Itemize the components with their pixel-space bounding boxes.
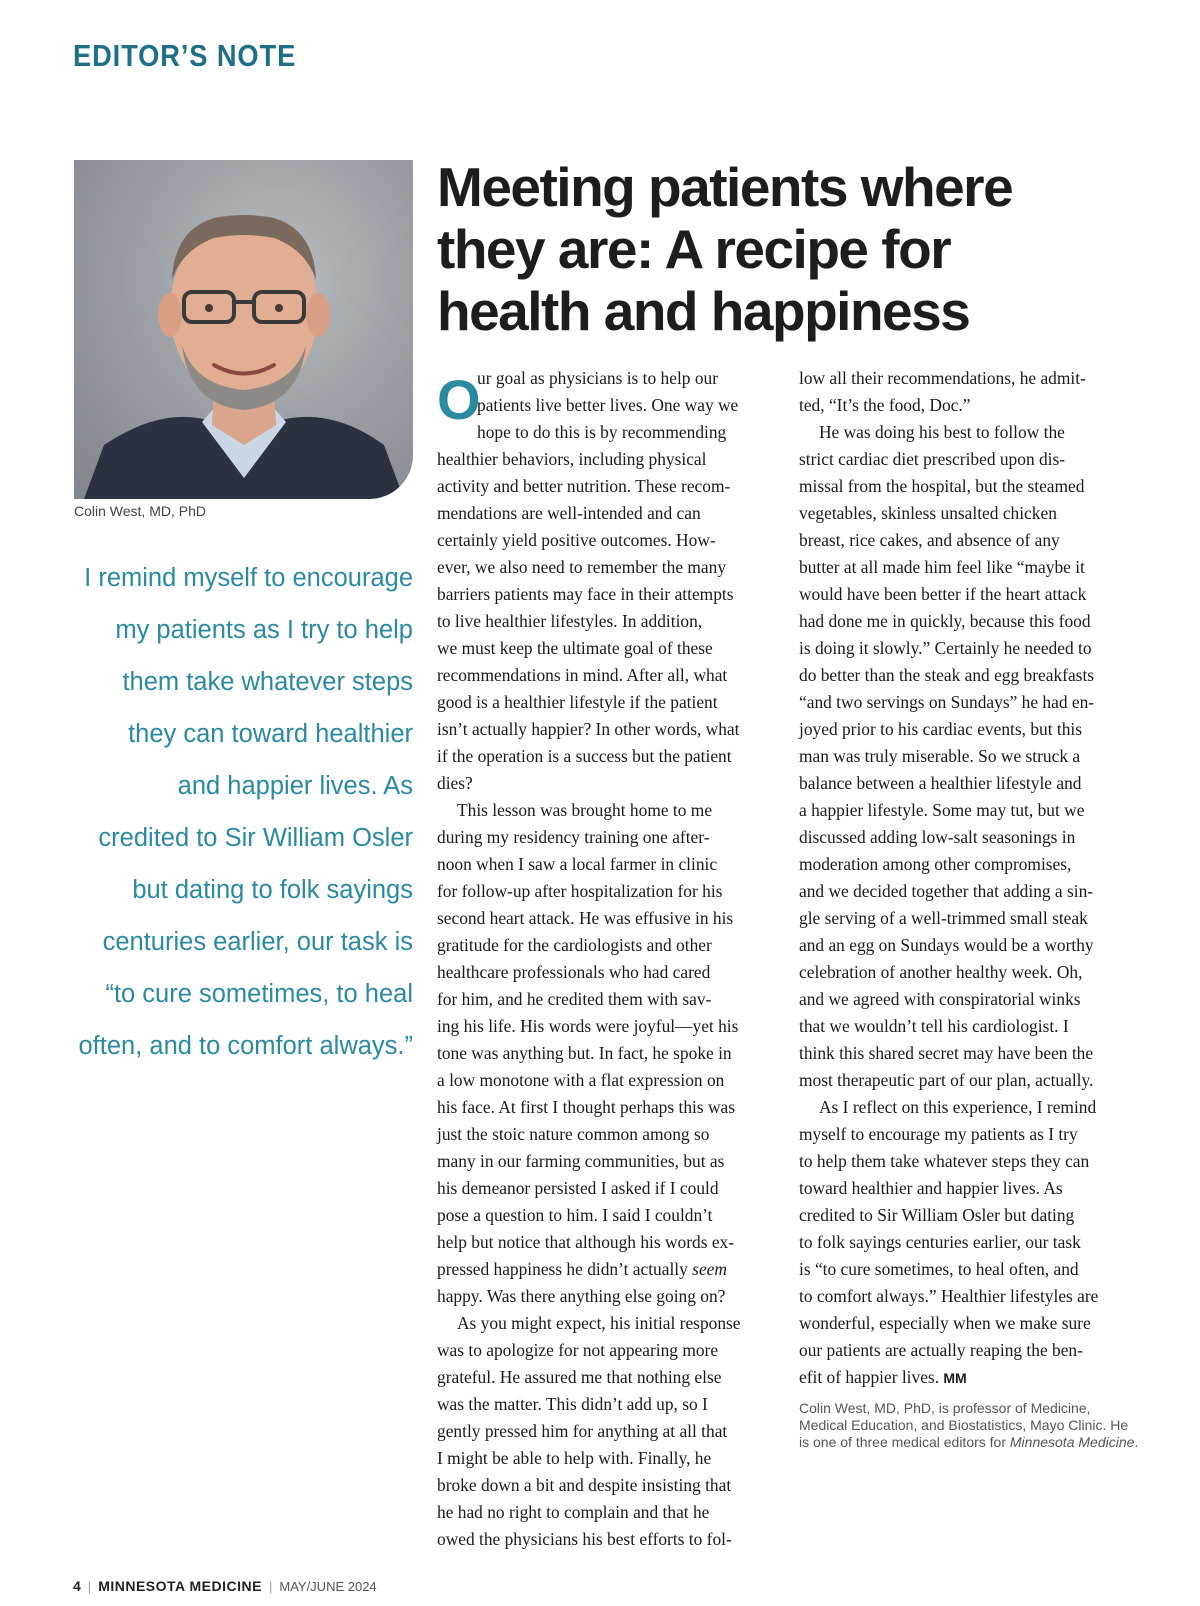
body-line: for him, and he credited them with sav- (437, 989, 712, 1009)
pull-quote-line: and happier lives. As (177, 772, 413, 800)
body-line: moderation among other compromises, (799, 854, 1072, 874)
page-footer (73, 1578, 377, 1594)
body-line: myself to encourage my patients as I try (799, 1124, 1078, 1144)
pull-quote-line: often, and to comfort always.” (78, 1032, 413, 1060)
body-line: most therapeutic part of our plan, actually. (799, 1070, 1094, 1090)
body-line: happy. Was there anything else going on? (437, 1286, 726, 1306)
pull-quote-line: my patients as I try to help (115, 616, 413, 644)
body-line: certainly yield positive outcomes. How- (437, 530, 716, 550)
photo-caption: Colin West, MD, PhD (74, 503, 206, 519)
body-line: and we agreed with conspiratorial winks (799, 989, 1081, 1009)
footer-divider: | (87, 1579, 92, 1594)
body-line: toward healthier and happier lives. As (799, 1178, 1063, 1198)
body-line: gle serving of a well-trimmed small steak (799, 908, 1088, 928)
body-line: to comfort always.” Healthier lifestyles are (799, 1286, 1099, 1306)
body-line: was the matter. This didn’t add up, so I (437, 1394, 708, 1414)
body-text: efit of happier lives. (799, 1367, 944, 1387)
body-line: butter at all made him feel like “maybe it (799, 557, 1085, 577)
body-line: gratitude for the cardiologists and other (437, 935, 712, 955)
body-line: patients live better lives. One way we (477, 395, 739, 415)
pull-quote-line: but dating to folk sayings (132, 876, 413, 904)
body-line: low all their recommendations, he admit- (799, 368, 1086, 388)
body-line: to folk sayings centuries earlier, our task (799, 1232, 1081, 1252)
drop-cap: O (437, 368, 481, 431)
body-line: discussed adding low-salt seasonings in (799, 827, 1076, 847)
body-line: As I reflect on this experience, I remind (819, 1097, 1097, 1117)
headline-line: health and happiness (437, 280, 970, 342)
body-line: breast, rice cakes, and absence of any (799, 530, 1060, 550)
body-line (799, 1364, 1144, 1392)
body-line: is “to cure sometimes, to heal often, and (799, 1259, 1079, 1279)
headline-line: Meeting patients where (437, 156, 1013, 218)
body-line: ever, we also need to remember the many (437, 557, 727, 577)
headline-line: they are: A recipe for (437, 218, 951, 280)
body-line: good is a healthier lifestyle if the patient (437, 692, 718, 712)
body-line: pose a question to him. I said I couldn’t (437, 1205, 713, 1225)
publication-name: MINNESOTA MEDICINE (98, 1578, 262, 1594)
pull-quote-line: they can toward healthier (128, 720, 413, 748)
body-line: barriers patients may face in their attempts (437, 584, 734, 604)
pull-quote-line: “to cure sometimes, to heal (105, 980, 413, 1008)
body-line: broke down a bit and despite insisting that (437, 1475, 732, 1495)
page-number: 4 (73, 1578, 81, 1594)
section-label: EDITOR’S NOTE (73, 38, 297, 73)
body-column-1 (437, 365, 777, 1553)
body-line: recommendations in mind. After all, what (437, 665, 728, 685)
pull-quote (60, 552, 413, 1072)
emphasis-word: seem (692, 1259, 727, 1279)
body-line: healthcare professionals who had cared (437, 962, 711, 982)
body-line: if the operation is a success but the patient (437, 746, 732, 766)
body-line: his demeanor persisted I asked if I could (437, 1178, 719, 1198)
body-line: think this shared secret may have been the (799, 1043, 1094, 1063)
body-line: credited to Sir William Osler but dating (799, 1205, 1075, 1225)
body-line: had done me in quickly, because this food (799, 611, 1091, 631)
body-column-2 (799, 365, 1144, 1392)
body-line: missal from the hospital, but the steamed (799, 476, 1085, 496)
body-line: our patients are actually reaping the ben- (799, 1340, 1083, 1360)
body-line: many in our farming communities, but as (437, 1151, 725, 1171)
body-line: This lesson was brought home to me (457, 800, 713, 820)
body-line: hope to do this is by recommending (477, 422, 727, 442)
body-line: ur goal as physicians is to help our (477, 368, 719, 388)
body-line: isn’t actually happier? In other words, what (437, 719, 740, 739)
body-line: ing his life. His words were joyful—yet his (437, 1016, 739, 1036)
body-line: that we wouldn’t tell his cardiologist. I (799, 1016, 1069, 1036)
body-line: gently pressed him for anything at all that (437, 1421, 728, 1441)
pull-quote-line: I remind myself to encourage (84, 564, 413, 592)
body-line: balance between a healthier lifestyle and (799, 773, 1082, 793)
body-line: a happier lifestyle. Some may tut, but we (799, 800, 1085, 820)
pull-quote-line: them take whatever steps (122, 668, 413, 696)
author-bio (799, 1400, 1139, 1451)
body-line: dies? (437, 773, 473, 793)
body-line: and an egg on Sundays would be a worthy (799, 935, 1094, 955)
body-line: was to apologize for not appearing more (437, 1340, 719, 1360)
body-line: healthier behaviors, including physical (437, 449, 707, 469)
body-line: second heart attack. He was effusive in his (437, 908, 734, 928)
body-line: owed the physicians his best efforts to fol- (437, 1529, 732, 1549)
bio-period: . (1134, 1434, 1139, 1450)
pull-quote-line: credited to Sir William Osler (98, 824, 413, 852)
body-line: ted, “It’s the food, Doc.” (799, 395, 971, 415)
body-line: his face. At first I thought perhaps this was (437, 1097, 736, 1117)
body-line: and we decided together that adding a sin- (799, 881, 1094, 901)
body-line: man was truly miserable. So we struck a (799, 746, 1081, 766)
body-line: tone was anything but. In fact, he spoke in (437, 1043, 732, 1063)
body-line: to live healthier lifestyles. In addition, (437, 611, 703, 631)
body-text: pressed happiness he didn’t actually (437, 1259, 693, 1279)
body-line (437, 1256, 777, 1283)
body-line: wonderful, especially when we make sure (799, 1313, 1091, 1333)
author-photo (74, 160, 413, 499)
footer-divider: | (268, 1579, 273, 1594)
body-line: a low monotone with a flat expression on (437, 1070, 725, 1090)
body-line: just the stoic nature common among so (437, 1124, 710, 1144)
end-mark: MM (943, 1370, 967, 1386)
body-line: He was doing his best to follow the (819, 422, 1065, 442)
body-line: grateful. He assured me that nothing else (437, 1367, 722, 1387)
body-line: noon when I saw a local farmer in clinic (437, 854, 718, 874)
body-line: during my residency training one after- (437, 827, 710, 847)
body-line: activity and better nutrition. These recom- (437, 476, 731, 496)
pull-quote-line: centuries earlier, our task is (102, 928, 413, 956)
body-line: As you might expect, his initial response (457, 1313, 741, 1333)
body-line: to help them take whatever steps they can (799, 1151, 1090, 1171)
body-line: I might be able to help with. Finally, he (437, 1448, 712, 1468)
bio-publication: Minnesota Medicine (1009, 1434, 1135, 1450)
body-line: joyed prior to his cardiac events, but this (799, 719, 1083, 739)
body-line: vegetables, skinless unsalted chicken (799, 503, 1057, 523)
body-line: for follow-up after hospitalization for his (437, 881, 723, 901)
body-line: would have been better if the heart attack (799, 584, 1087, 604)
body-line: we must keep the ultimate goal of these (437, 638, 713, 658)
article-headline (437, 156, 1157, 342)
body-line: is doing it slowly.” Certainly he needed to (799, 638, 1092, 658)
body-line: celebration of another healthy week. Oh, (799, 962, 1083, 982)
body-line: “and two servings on Sundays” he had en- (799, 692, 1095, 712)
issue-date: MAY/JUNE 2024 (279, 1579, 377, 1594)
body-line: do better than the steak and egg breakfasts (799, 665, 1095, 685)
body-line: help but notice that although his words ex- (437, 1232, 735, 1252)
bio-text: Colin West, MD, PhD, is professor of Medicine, Medical Education, and Biostatistics, Mayo Clinic. He is one of three medical editors for (799, 1400, 1129, 1450)
body-line: mendations are well-intended and can (437, 503, 701, 523)
body-line: strict cardiac diet prescribed upon dis- (799, 449, 1066, 469)
body-line: he had no right to complain and that he (437, 1502, 710, 1522)
